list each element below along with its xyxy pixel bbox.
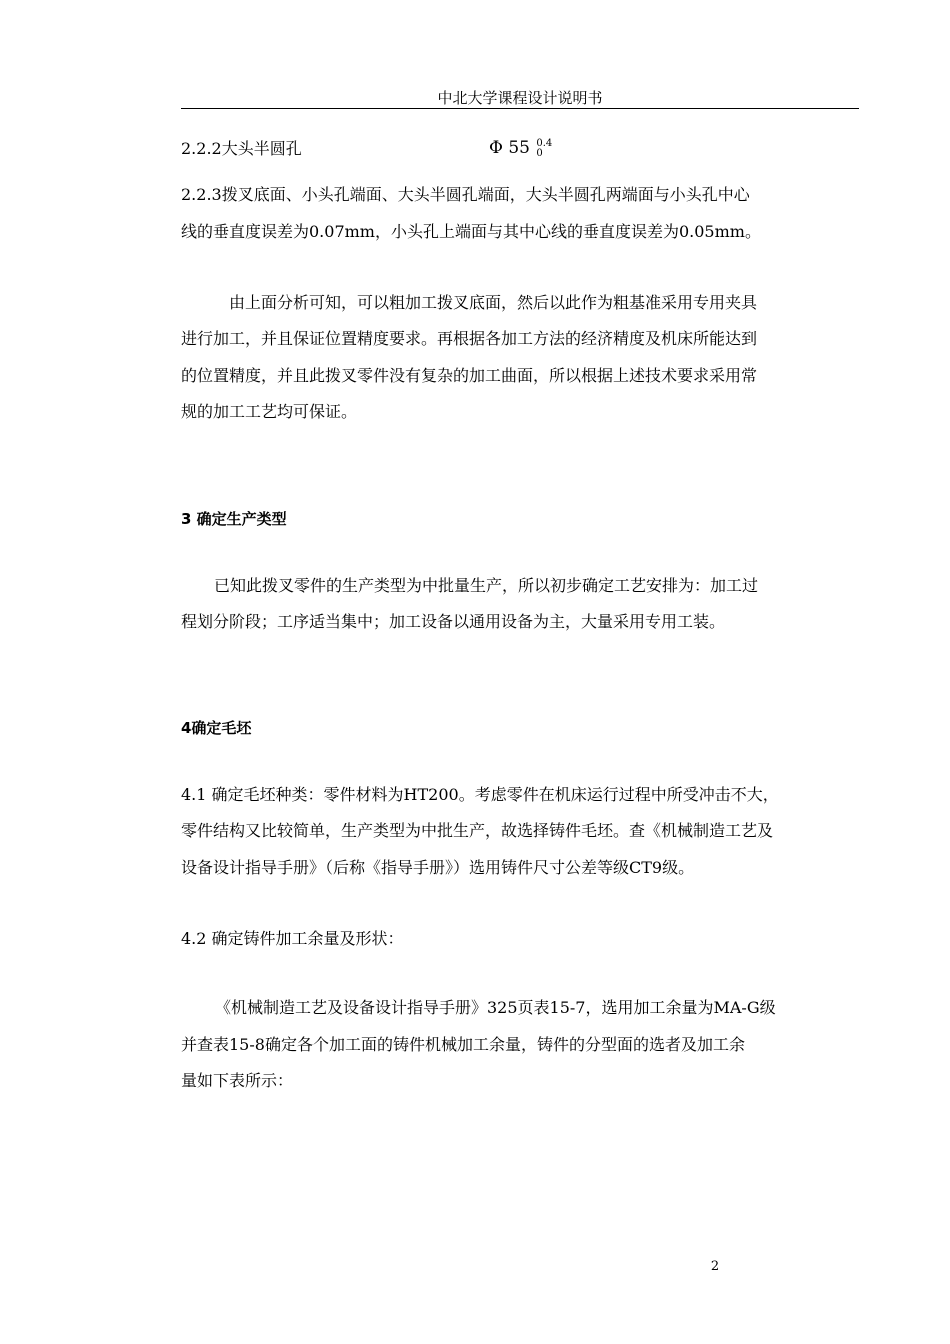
dimension-symbol: Φ	[489, 138, 503, 158]
production-line-2: 程划分阶段；工序适当集中；加工设备以通用设备为主，大量采用专用工装。	[181, 612, 726, 631]
section-3-heading: 3 确定生产类型	[181, 510, 287, 528]
tolerance-lower: 0	[536, 147, 543, 159]
section-2-2-3-line-1: 2.2.3拨叉底面、小头孔端面、大头半圆孔端面，大头半圆孔两端面与小头孔中心	[181, 185, 750, 204]
section-4-1-line-1: 4.1 确定毛坯种类：零件材料为HT200。考虑零件在机床运行过程中所受冲击不大，	[181, 785, 779, 804]
section-4-1-line-3: 设备设计指导手册》（后称《指导手册》）选用铸件尺寸公差等级CT9级。	[181, 858, 695, 877]
allowance-line-1: 《机械制造工艺及设备设计指导手册》325页表15-7，选用加工余量为MA-G级	[215, 998, 776, 1017]
tolerance	[536, 139, 552, 159]
section-4-heading: 4确定毛坯	[181, 719, 252, 737]
section-4-1-line-2: 零件结构又比较简单，生产类型为中批生产，故选择铸件毛坯。查《机械制造工艺及	[181, 821, 774, 840]
header-divider	[181, 108, 859, 109]
dimension-value: 55	[508, 138, 530, 158]
tolerance-upper: 0.4	[536, 137, 553, 149]
analysis-line-2: 进行加工，并且保证位置精度要求。再根据各加工方法的经济精度及机床所能达到	[181, 329, 758, 348]
section-2-2-2: 2.2.2大头半圆孔	[181, 139, 302, 158]
page-number: 2	[710, 1259, 720, 1274]
allowance-line-2: 并查表15-8确定各个加工面的铸件机械加工余量，铸件的分型面的选者及加工余	[181, 1035, 745, 1054]
section-2-2-3-line-2: 线的垂直度误差为0.07mm，小头孔上端面与其中心线的垂直度误差为0.05mm。	[181, 222, 761, 241]
dimension-phi55	[489, 137, 552, 159]
production-line-1: 已知此拨叉零件的生产类型为中批量生产，所以初步确定工艺安排为：加工过	[214, 576, 759, 595]
allowance-line-3: 量如下表所示：	[181, 1071, 294, 1090]
page-header: 中北大学课程设计说明书	[437, 89, 603, 107]
section-4-2-heading: 4.2 确定铸件加工余量及形状：	[181, 929, 404, 948]
analysis-line-4: 规的加工工艺均可保证。	[181, 402, 358, 421]
analysis-line-3: 的位置精度，并且此拨叉零件没有复杂的加工曲面，所以根据上述技术要求采用常	[181, 366, 758, 385]
analysis-line-1: 由上面分析可知，可以粗加工拨叉底面，然后以此作为粗基准采用专用夹具	[229, 293, 758, 312]
